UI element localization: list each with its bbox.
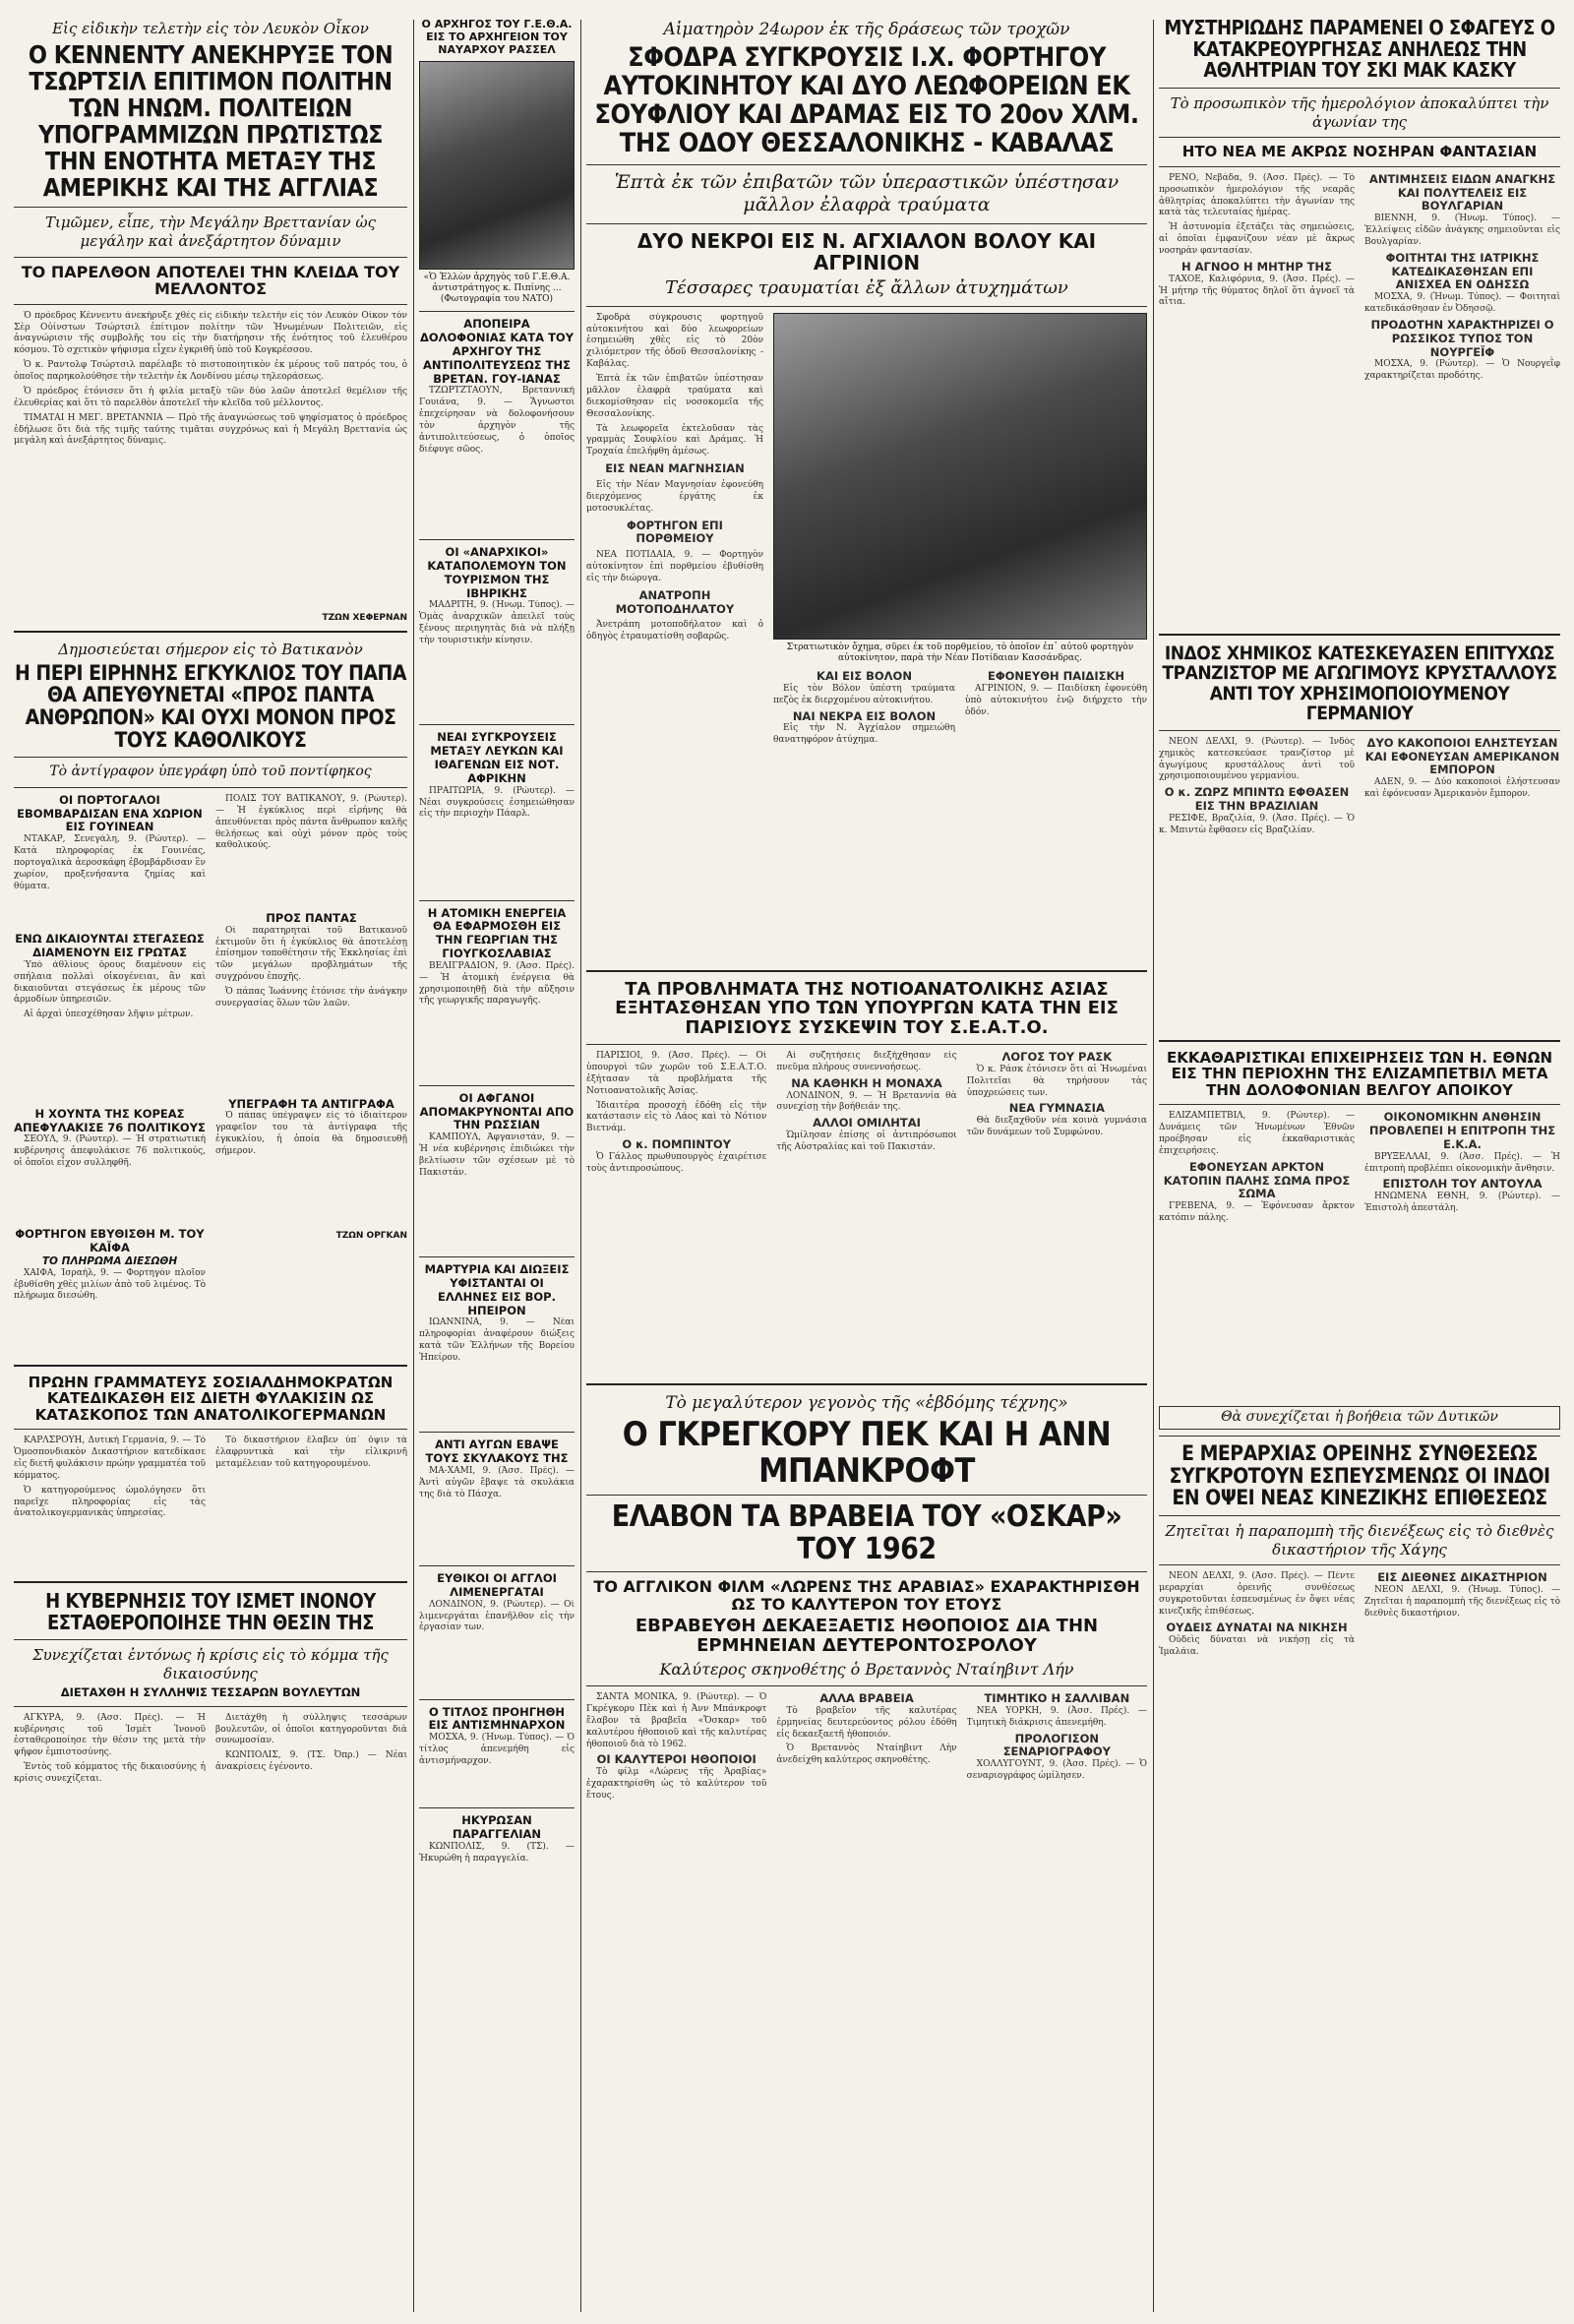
- turkey-subhead: ΔΙΕΤΑΧΘΗ Η ΣΥΛΛΗΨΙΣ ΤΕΣΣΑΡΩΝ ΒΟΥΛΕΥΤΩΝ: [60, 1684, 361, 1699]
- aden-dateline: ΑΔΕΝ, 9.: [1374, 777, 1418, 788]
- sullivan-subhead: ΤΙΜΗΤΙΚΟ Η ΣΑΛΛΙΒΑΝ: [984, 1692, 1130, 1706]
- agrinio-dateline: ΑΓΡΙΝΙΟΝ, 9.: [975, 683, 1040, 694]
- anarchists-headline: ΟΙ «ΑΝΑΡΧΙΚΟΙ» ΚΑΤΑΠΟΛΕΜΟΥΝ ΤΟΝ ΤΟΥΡΙΣΜΟΝ ΤΗΣ ΙΒΗΡΙΚΗΣ: [427, 545, 567, 600]
- korea-headline: Η ΧΟΥΝΤΑ ΤΗΣ ΚΟΡΕΑΣ ΑΠΕΦΥΛΑΚΙΣΕ 76 ΠΟΛΙΤΙΚΟΥΣ: [14, 1106, 206, 1134]
- afghan-body: ΚΑΜΠΟΥΛ, Ἀφγανιστάν, 9. — Ἡ νέα κυβέρνησις ἐπιδιώκει τὴν βελτίωσιν τῶν σχέσεων μὲ τὸ Πακιστάν.: [419, 1132, 575, 1178]
- anarchists-body: ΜΑΔΡΙΤΗ, 9. (Ἡνωμ. Τύπος). — Ὁμὰς ἀναρχικῶν ἀπειλεῖ τοὺς ξένους περιηγητὰς διὰ νὰ πλήξῃ τὴν τουριστικὴν κίνησιν.: [419, 600, 575, 646]
- column-second: [419, 18, 575, 2310]
- mother-subhead: Η ΑΓΝΟΟ Η ΜΗΤΗΡ ΤΗΣ: [1181, 259, 1332, 274]
- marm-dateline: ΜΑ-ΧΑΜΙ, 9. (Ἀσσ. Πρές).: [429, 1466, 559, 1477]
- volos-body: ΚΑΙ ΕΙΣ ΒΟΛΟΝ Εἰς τὸν Βόλον ὑπέστη τραύματα πεζὸς ἐκ διερχομένου αὐτοκινήτου. ΝΑΙ ΝΕΚΡΑ ΕΙΣ ΒΟΛΟΝ Εἰς τὴν Ν. Ἀγχίαλον σημειώθη θανατηφόρον ἀτύχημα.: [773, 670, 955, 746]
- dog-headline: ΑΝΤΙ ΑΥΓΩΝ ΕΒΑΨΕ ΤΟΥΣ ΣΚΥΛΑΚΟΥΣ ΤΗΣ: [425, 1437, 569, 1466]
- santa-monica-dateline: ΣΑΝΤΑ ΜΟΝΙΚΑ, 9. (Ρώυτερ).: [596, 1692, 740, 1703]
- india-deck: Ζητεῖται ἡ παραπομπὴ τῆς διενέξεως εἰς τὸ διεθνὲς δικαστήριον τῆς Χάγης: [1165, 1521, 1554, 1559]
- antimeasures-headline: ΑΝΤΙΜΗΣΕΙΣ ΕΙΔΩΝ ΑΝΑΓΚΗΣ ΚΑΙ ΠΟΛΥΤΕΛΕΙΣ ΕΙΣ ΒΟΥΛΓΑΡΙΑΝ: [1368, 172, 1556, 214]
- other-speakers-subhead: ΑΛΛΟΙ ΟΜΙΛΗΤΑΙ: [813, 1116, 921, 1131]
- korea-dateline: ΣΕΟΥΛ, 9. (Ρώυτερ).: [24, 1134, 119, 1145]
- madrid-dateline: ΜΑΔΡΙΤΗ, 9. (Ἡνωμ. Τύπος).: [429, 600, 563, 611]
- daily-subhead: ΝΑ ΚΑΘΗΚΗ Η ΜΟΝΑΧΑ: [791, 1075, 942, 1090]
- tahoe-dateline: ΤΑΧΟΕ, Καλιφόρνια, 9. (Ἀσσ. Πρές).: [1169, 274, 1342, 284]
- martyrdom-headline: ΜΑΡΤΥΡΙΑ ΚΑΙ ΔΙΩΞΕΙΣ ΥΦΙΣΤΑΝΤΑΙ ΟΙ ΕΛΛΗΝΕΣ ΕΙΣ ΒΟΡ. ΗΠΕΙΡΟΝ: [424, 1262, 570, 1317]
- medical-headline: ΦΟΙΤΗΤΑΙ ΤΗΣ ΙΑΤΡΙΚΗΣ ΚΑΤΕΔΙΚΑΣΘΗΣΑΝ ΕΠΙ ΑΝΙΣΧΕΑ ΕΝ ΟΔΗΣΣΩ: [1385, 250, 1540, 292]
- kabul-dateline: ΚΑΜΠΟΥΛ, Ἀφγανιστάν, 9.: [429, 1132, 560, 1143]
- oscar-headline-1: Ο ΓΚΡΕΓΚΟΡΥ ΠΕΚ ΚΑΙ Η ΑΝΝ ΜΠΑΝΚΡΟΦΤ: [622, 1415, 1112, 1491]
- attempt-body: ΤΖΩΡΤΖΤΑΟΥΝ, Βρεταννική Γουιάνα, 9. — Ἄγνωστοι ἐπεχείρησαν νὰ δολοφονήσουν τὸν ἀρχηγὸν τῆς ἀντιπολιτεύσεως, ὁ ὁποῖος διέφυγε σῶος.: [419, 386, 575, 455]
- social-democrat-body: ΚΑΡΛΣΡΟΥΗ, Δυτική Γερμανία, 9. — Τὸ Ὁμοσπονδιακὸν Δικαστήριον κατεδίκασε εἰς διετῆ φυλάκισιν πρώην γραμματέα τοῦ κόμματος. Ὁ κατηγορούμενος ὡμολόγησεν ὅτι παρεῖχε πληροφορίας εἰς τὰς ἀνατολικογερμανικὰς ὑπηρεσίας.: [14, 1436, 206, 1519]
- seato-body-3: ΛΟΓΟΣ ΤΟΥ ΡΑΣΚ Ὁ κ. Ράσκ ἐτόνισεν ὅτι αἱ Ἡνωμέναι Πολιτεῖαι θὰ τηρήσουν τὰς ὑποχρεώσεις των. ΝΕΑ ΓΥΜΝΑΣΙΑ Θὰ διεξαχθοῦν νέα κοινὰ γυμνάσια τῶν δυνάμεων τοῦ Συμφώνου.: [966, 1051, 1147, 1138]
- orgkan-byline: ΤΖΩΝ ΟΡΓΚΑΝ: [335, 1231, 407, 1242]
- anchialos-subhead: ΝΑΙ ΝΕΚΡΑ ΕΙΣ ΒΟΛΟΝ: [792, 708, 937, 723]
- murder-body: ΡΕΝΟ, Νεβάδα, 9. (Ἀσσ. Πρές). — Τὸ προσωπικὸν ἡμερολόγιον τῆς νεαρᾶς ἀθλητρίας ἀποκαλύπτει τὴν ἀγωνίαν της κατὰ τὰς τελευταίας ἡμέρας. Ἡ ἀστυνομία ἐξετάζει τὰς σημειώσεις, αἱ ὁποῖαι ἐμφανίζουν νέαν μὲ ἄκρως νοσηρὰν φαντασίαν. Η ΑΓΝΟΟ Η ΜΗΤΗΡ ΤΗΣ ΤΑΧΟΕ, Καλιφόρνια, 9. (Ἀσσ. Πρές). — Ἡ μήτηρ τῆς θύματος δηλοῖ ὅτι ἀγνοεῖ τὰ αἴτια.: [1159, 172, 1355, 308]
- india-body-cont: ΕΙΣ ΔΙΕΘΝΕΣ ΔΙΚΑΣΤΗΡΙΟΝ ΝΕΟΝ ΔΕΛΧΙ, 9. (Ἡνωμ. Τύπος). — Ζητεῖται ἡ παραπομπὴ τῆς διενέξεως εἰς τὸ διεθνὲς δικαστήριον.: [1364, 1571, 1560, 1619]
- congo-columns: [1159, 1111, 1560, 1406]
- navy-headline: ΕΥΘΙΚΟΙ ΟΙ ΑΓΓΛΟΙ ΛΙΜΕΝΕΡΓΑΤΑΙ: [437, 1571, 557, 1599]
- paris-dateline: ΠΑΡΙΣΙΟΙ, 9. (Ἀσσ. Πρές).: [596, 1051, 731, 1062]
- other-awards-subhead: ΑΛΛΑ ΒΡΑΒΕΙΑ: [819, 1692, 914, 1706]
- column-left: [14, 18, 407, 2310]
- kinop2-dateline: ΚΩΝΠΟΛΙΣ, 9. (ΤΣ).: [429, 1841, 549, 1852]
- seato-body-1: ΠΑΡΙΣΙΟΙ, 9. (Ἀσσ. Πρές). — Οἱ ὑπουργοὶ τῶν χωρῶν τοῦ Σ.Ε.Α.Τ.Ο. ἐξήτασαν τὰ προβλήματα τῆς Νοτιοανατολικῆς Ἀσίας. Ἰδιαιτέρα προσοχὴ ἐδόθη εἰς τὴν κατάστασιν εἰς τὸ Λάος καὶ τὸ Νότιον Βιετνάμ. Ο κ. ΠΟΜΠΙΝΤΟΥ Ὁ Γάλλος πρωθυπουργὸς ἐχαιρέτισε τοὺς ἀντιπροσώπους.: [586, 1051, 767, 1174]
- epistole-headline: ΕΠΙΣΤΟΛΗ ΤΟΥ ΑΝΤΟΥΛΑ: [1382, 1177, 1543, 1192]
- moto-subhead: ΑΝΑΤΡΟΠΗ ΜΟΤΟΠΟΔΗΛΑΤΟΥ: [615, 587, 735, 616]
- accident-deck: Ἑπτὰ ἐκ τῶν ἐπιβατῶν τῶν ὑπεραστικῶν ὑπέστησαν μᾶλλον ἐλαφρὰ τραύματα: [614, 170, 1120, 216]
- seato-columns: [586, 1051, 1147, 1376]
- korea-body: ΣΕΟΥΛ, 9. (Ρώυτερ). — Ἡ στρατιωτικὴ κυβέρνησις ἀπεφυλάκισε 76 πολιτικούς, οἱ ὁποῖοι εἶχον συλληφθῆ.: [14, 1134, 206, 1169]
- column-center: [586, 18, 1147, 2310]
- elisabeth-dateline: ΕΛΙΖΑΜΠΕΤΒΙΛ, 9. (Ρώυτερ).: [1169, 1111, 1330, 1122]
- eec-body: ΟΙΚΟΝΟΜΙΚΗΝ ΑΝΘΗΣΙΝ ΠΡΟΒΛΕΠΕΙ Η ΕΠΙΤΡΟΠΗ ΤΗΣ Ε.Κ.Α. ΒΡΥΞΕΛΛΑΙ, 9. (Ἀσσ. Πρές). — Ἡ ἐπιτροπὴ προβλέπει οἰκονομικὴν ἄνθησιν. ΕΠΙΣΤΟΛΗ ΤΟΥ ΑΝΤΟΥΛΑ ΗΝΩΜΕΝΑ ΕΘΝΗ, 9. (Ρώυτερ). — Ἐπιστολὴ ἀπεστάλη.: [1364, 1111, 1560, 1214]
- hollywood-subhead: ΠΡΟΛΟΓΙΣΟΝ ΣΕΝΑΡΙΟΓΡΑΦΟΥ: [1002, 1731, 1111, 1759]
- ferry-subhead: ΦΟΡΤΗΓΟΝ ΕΠΙ ΠΟΡΘΜΕΙΟΥ: [627, 518, 723, 546]
- vatican-dateline: ΠΟΛΙΣ ΤΟΥ ΒΑΤΙΚΑΝΟΥ, 9. (Ρώυτερ).: [225, 793, 407, 804]
- dog-body: ΜΑ-ΧΑΜΙ, 9. (Ἀσσ. Πρές). — Ἀντὶ αὐγῶν ἔβαψε τὰ σκυλάκια της διὰ τὸ Πάσχα.: [419, 1466, 575, 1499]
- potidaia-dateline: ΝΕΑ ΠΟΤΙΔΑΙΑ, 9.: [596, 550, 694, 561]
- oscar-body-2: ΑΛΛΑ ΒΡΑΒΕΙΑ Τὸ βραβεῖον τῆς καλυτέρας ἐρμηνείας δευτερεύοντος ρόλου ἐδόθη εἰς δεκαεξαετῆ ἠθοποιόν. Ὁ Βρεταννὸς Νταίηβιντ Λὴν ἀνεδείχθη καλύτερος σκηνοθέτης.: [776, 1692, 957, 1766]
- recife-dateline: ΡΕΣΙΦΕ, Βραζιλία, 9. (Ἀσσ. Πρές).: [1169, 813, 1330, 824]
- grevena-dateline: ΓΡΕΒΕΝΑ, 9.: [1169, 1201, 1236, 1212]
- oscar-body-3: ΤΙΜΗΤΙΚΟ Η ΣΑΛΛΙΒΑΝ ΝΕΑ ΥΟΡΚΗ, 9. (Ἀσσ. Πρές). — Τιμητικὴ διάκρισις ἀπενεμήθη. ΠΡΟΛΟΓΙΣΟΝ ΣΕΝΑΡΙΟΓΡΑΦΟΥ ΧΟΛΛΥΓΟΥΝΤ, 9. (Ἀσσ. Πρές). — Ὁ σεναριογράφος ὡμίλησεν.: [966, 1692, 1147, 1782]
- column-right: [1159, 18, 1560, 2310]
- portugal-headline: ΟΙ ΠΟΡΤΟΓΑΛΟΙ ΕΒΟΜΒΑΡΔΙΣΑΝ ΕΝΑ ΧΩΡΙΟΝ ΕΙΣ ΓΟΥΙΝΕΑΝ: [17, 792, 203, 834]
- volos-subhead: ΚΑΙ ΕΙΣ ΒΟΛΟΝ: [817, 670, 912, 684]
- vatican-headline: Η ΠΕΡΙ ΕΙΡΗΝΗΣ ΕΓΚΥΚΛΙΟΣ ΤΟΥ ΠΑΠΑ ΘΑ ΑΠΕΥΘΥΝΕΤΑΙ «ΠΡΟΣ ΠΑΝΤΑ ΑΝΘΡΩΠΟΝ» ΚΑΙ ΟΥΧΙ ΜΟΝΟΝ ΠΡΟΣ ΤΟΥΣ ΚΑΘΟΛΙΚΟΥΣ: [15, 660, 406, 752]
- paragelian-headline: ΗΚΥΡΩΣΑΝ ΠΑΡΑΓΓΕΛΙΑΝ: [452, 1813, 542, 1842]
- congo-body: ΕΛΙΖΑΜΠΕΤΒΙΛ, 9. (Ρώυτερ). — Δυνάμεις τῶν Ἡνωμένων Ἐθνῶν προέβησαν εἰς ἐκκαθαριστικὰς ἐπιχειρήσεις. ΕΦΟΝΕΥΣΑΝ ΑΡΚΤΟΝ ΚΑΤΟΠΙΝ ΠΑΛΗΣ ΣΩΜΑ ΠΡΟΣ ΣΩΜΑ ΓΡΕΒΕΝΑ, 9. — Ἐφόνευσαν ἄρκτον κατόπιν πάλης.: [1159, 1111, 1355, 1224]
- turkey-deck: Συνεχίζεται ἐντόνως ἡ κρίσις εἰς τὸ κόμμα τῆς δικαιοσύνης: [32, 1646, 389, 1683]
- vatican-deck: Τὸ ἀντίγραφον ὑπεγράφη ὑπὸ τοῦ ποντίφηκος: [49, 764, 372, 780]
- paragelian-body: ΚΩΝΠΟΛΙΣ, 9. (ΤΣ). — Ἠκυρώθη ἡ παραγγελία.: [419, 1841, 575, 1864]
- thieves-headline: ΔΥΟ ΚΑΚΟΠΟΙΟΙ ΕΛΗΣΤΕΥΣΑΝ ΚΑΙ ΕΦΟΝΕΥΣΑΝ ΑΜΕΡΙΚΑΝΟΝ ΕΜΠΟΡΟΝ: [1364, 736, 1560, 777]
- newdelhi-dateline: ΝΕΟΝ ΔΕΛΧΙ, 9. (Ρώυτερ).: [1169, 736, 1305, 747]
- thieves-body: ΔΥΟ ΚΑΚΟΠΟΙΟΙ ΕΛΗΣΤΕΥΣΑΝ ΚΑΙ ΕΦΟΝΕΥΣΑΝ ΑΜΕΡΙΚΑΝΟΝ ΕΜΠΟΡΟΝ ΑΔΕΝ, 9. — Δύο κακοποιοὶ ἐλήστευσαν καὶ ἐφόνευσαν Ἀμερικανὸν ἔμπορον.: [1364, 736, 1560, 800]
- atomic-headline: Η ΑΤΟΜΙΚΗ ΕΝΕΡΓΕΙΑ ΘΑ ΕΦΑΡΜΟΣΘΗ ΕΙΣ ΤΗΝ ΓΕΩΡΓΙΑΝ ΤΗΣ ΓΙΟΥΓΚΟΣΛΑΒΙΑΣ: [427, 905, 567, 961]
- magnesia-subhead: ΕΙΣ ΝΕΑΝ ΜΑΓΝΗΣΙΑΝ: [605, 461, 745, 476]
- turkey-headline: Η ΚΥΒΕΡΝΗΣΙΣ ΤΟΥ ΙΣΜΕΤ ΙΝΟΝΟΥ ΕΣΤΑΘΕΡΟΠΟΙΗΣΕ ΤΗΝ ΘΕΣΙΝ ΤΗΣ: [45, 1589, 376, 1634]
- newdelhi2-dateline: ΝΕΟΝ ΔΕΛΧΙ, 9. (Ἀσσ. Πρές).: [1169, 1571, 1310, 1582]
- churchill-headline: Ο ΚΕΝΝΕΝΤΥ ΑΝΕΚΗΡΥΞΕ ΤΟΝ ΤΣΩΡΤΣΙΛ ΕΠΙΤΙΜΟΝ ΠΟΛΙΤΗΝ ΤΩΝ ΗΝΩΜ. ΠΟΛΙΤΕΙΩΝ ΥΠΟΓΡΑΜΜΙΖΩΝ ΠΡΩΤΙΣΤΩΣ ΤΗΝ ΕΝΟΤΗΤΑ ΜΕΤΑΞΥ ΤΗΣ ΑΜΕΡΙΚΗΣ ΚΑΙ ΤΗΣ ΑΓΓΛΙΑΣ: [28, 40, 394, 202]
- accident-headline: ΣΦΟΔΡΑ ΣΥΓΚΡΟΥΣΙΣ Ι.Χ. ΦΟΡΤΗΓΟΥ ΑΥΤΟΚΙΝΗΤΟΥ ΚΑΙ ΔΥΟ ΛΕΩΦΟΡΕΙΩΝ ΕΚ ΣΟΥΦΛΙΟΥ ΚΑΙ ΔΡΑΜΑΣ ΕΙΣ ΤΟ 20ον ΧΛΜ. ΤΗΣ ΟΔΟΥ ΘΕΣΣΑΛΟΝΙΚΗΣ - ΚΑΒΑΛΑΣ: [594, 42, 1139, 159]
- churchill-subhead: ΤΟ ΠΑΡΕΛΘΟΝ ΑΠΟΤΕΛΕΙ ΤΗΝ ΚΛΕΙΔΑ ΤΟΥ ΜΕΛΛΟΝΤΟΣ: [21, 262, 400, 299]
- united-dateline: ΗΝΩΜΕΝΑ ΕΘΝΗ, 9. (Ρώυτερ).: [1374, 1192, 1542, 1202]
- attempt-headline: ΑΠΟΠΕΙΡΑ ΔΟΛΟΦΟΝΙΑΣ ΚΑΤΑ ΤΟΥ ΑΡΧΗΓΟΥ ΤΗΣ ΑΝΤΙΠΟΛΙΤΕΥΣΕΩΣ ΤΗΣ ΒΡΕΤΑΝ. ΓΟΥ-ΙΑΝΑΣ: [419, 317, 575, 386]
- accident-sub2: Τέσσαρες τραυματίαι ἐξ ἄλλων ἀτυχημάτων: [665, 277, 1068, 299]
- social-democrat-headline: ΠΡΩΗΝ ΓΡΑΜΜΑΤΕΥΣ ΣΟΣΙΑΛΔΗΜΟΚΡΑΤΩΝ ΚΑΤΕΔΙΚΑΣΘΗ ΕΙΣ ΔΙΕΤΗ ΦΥΛΑΚΙΣΙΝ ΩΣ ΚΑΤΑΣΚΟΠΟΣ ΤΩΝ ΑΝΑΤΟΛΙΚΟΓΕΡΜΑΝΩΝ: [28, 1373, 394, 1424]
- turkey-columns: [14, 1713, 407, 1861]
- clashes-headline: ΝΕΑΙ ΣΥΓΚΡΟΥΣΕΙΣ ΜΕΤΑΞΥ ΛΕΥΚΩΝ ΚΑΙ ΙΘΑΓΕΝΩΝ ΕΙΣ ΝΟΤ. ΑΦΡΙΚΗΝ: [430, 730, 564, 785]
- camp-body: Ὑπὸ ἀθλίους ὅρους διαμένουν εἰς σπήλαια πολλαὶ οἰκογένειαι, ἂν καὶ δικαιοῦνται στεγάσεως ἐκ μέρους τῶν ἁρμοδίων ὑπηρεσιῶν. Αἱ ἀρχαὶ ὑπεσχέθησαν λῆψιν μέτρων.: [14, 959, 206, 1020]
- turkey-body: ΑΓΚΥΡΑ, 9. (Ἀσσ. Πρές). — Ἡ κυβέρνησις τοῦ Ἰσμὲτ Ἰνονοῦ ἐσταθεροποίησε τὴν θέσιν της μετὰ τὴν ψῆφον ἐμπιστοσύνης. Ἐντὸς τοῦ κόμματος τῆς δικαιοσύνης ἡ κρίσις συνεχίζεται.: [14, 1712, 206, 1784]
- portugal-body: ΝΤΑΚΑΡ, Σενεγάλη, 9. (Ρώυτερ). — Κατὰ πληροφορίας ἐκ Γουινέας, πορτογαλικὰ ἀεροσκάφη ἐβομβάρδισαν ἓν χωρίον, προξενήσαντα ζημίας καὶ θύματα.: [14, 834, 206, 891]
- accident-sub-columns: [773, 670, 1147, 926]
- london-dateline: ΛΟΝΔΙΝΟΝ, 9. (Ρώυτερ).: [429, 1599, 547, 1610]
- karlsruhe-dateline: ΚΑΡΛΣΡΟΥΗ, Δυτική Γερμανία, 9.: [24, 1436, 180, 1446]
- toward-all-body: Οἱ παρατηρηταὶ τοῦ Βατικανοῦ ἐκτιμοῦν ὅτι ἡ ἐγκύκλιος θὰ ἀποτελέσῃ ἐπίσημον τοποθέτησιν τῆς Ἐκκλησίας ἐπὶ τῶν μεγάλων προβλημάτων τῆς συγχρόνου ἐποχῆς. Ὁ πάπας Ἰωάννης ἐτόνισε τὴν ἀνάγκην συνεργασίας ὅλων τῶν λαῶν.: [215, 925, 407, 1009]
- vienna-dateline: ΒΙΕΝΝΗ, 9. (Ἡνωμ. Τύπος).: [1374, 214, 1537, 224]
- treason-headline: ΠΡΟΔΟΤΗΝ ΧΑΡΑΚΤΗΡΙΖΕΙ Ο ΡΩΣΣΙΚΟΣ ΤΥΠΟΣ ΤΟΝ ΝΟΥΡΓΕΪΦ: [1370, 317, 1554, 359]
- oscar-kicker: Τὸ μεγαλύτερον γεγονὸς τῆς «ἑβδόμης τέχνης»: [665, 1393, 1068, 1414]
- churchill-deck: Τιμῶμεν, εἶπε, τὴν Μεγάλην Βρεττανίαν ὡς μεγάλην καὶ ἀνεξάρτητον δύναμιν: [44, 214, 376, 250]
- pronoun-headline: Ο ΤΙΤΛΟΣ ΠΡΟΗΓΗΘΗ ΕΙΣ ΑΝΤΙΣΜΗΝΑΡΧΟΝ: [428, 1704, 566, 1733]
- signed-body: Ὁ πάπας ὑπέγραψεν εἰς τὸ ἰδιαίτερον γραφεῖον του τὰ ἀντίγραφα τῆς ἐγκυκλίου, ἡ ὁποία θὰ δημοσιευθῇ σήμερον.: [215, 1111, 407, 1157]
- column-rule: [413, 20, 414, 2312]
- murder-headline: ΜΥΣΤΗΡΙΩΔΗΣ ΠΑΡΑΜΕΝΕΙ Ο ΣΦΑΓΕΥΣ Ο ΚΑΤΑΚΡΕΟΥΡΓΗΣΑΣ ΑΝΗΛΕΩΣ ΤΗΝ ΑΘΛΗΤΡΙΑΝ ΤΟΥ ΣΚΙ ΜΑΚ ΚΑΣΚΥ: [1164, 18, 1555, 83]
- left-two-columns: [14, 794, 407, 1357]
- georgetown-dateline: ΤΖΩΡΤΖΤΑΟΥΝ, Βρεταννική Γουιάνα, 9.: [419, 386, 575, 408]
- admiral-photo-caption: «Ὁ Ἐλλὼν ἀρχηγὸς τοῦ Γ.Ε.Θ.Α. ἀντιστράτηγος κ. Πιπίνης ... (Φωτογραφία του ΝΑΤΟ): [423, 272, 571, 305]
- hollywood-dateline: ΧΟΛΛΥΓΟΥΝΤ, 9. (Ἀσσ. Πρές).: [976, 1759, 1121, 1770]
- eec-headline: ΟΙΚΟΝΟΜΙΚΗΝ ΑΝΘΗΣΙΝ ΠΡΟΒΛΕΠΕΙ Η ΕΠΙΤΡΟΠΗ ΤΗΣ Ε.Κ.Α.: [1368, 1111, 1556, 1151]
- churchill-kicker: Εἰς εἰδικὴν τελετὴν εἰς τὸν Λευκὸν Οἶκον: [52, 20, 369, 37]
- victory-subhead: ΟΥΔΕΙΣ ΔΥΝΑΤΑΙ ΝΑ ΝΙΚΗΣΗ: [1166, 1620, 1348, 1634]
- india-columns: [1159, 1571, 1560, 1837]
- western-aid-banner: Θὰ συνεχίζεται ἡ βοήθεια τῶν Δυτικῶν: [1159, 1406, 1560, 1430]
- child-body: ΕΦΟΝΕΥΘΗ ΠΑΙΔΙΣΚΗ ΑΓΡΙΝΙΟΝ, 9. — Παιδίσκη ἐφονεύθη ὑπὸ αὐτοκινήτου ἐνῷ διήρχετο τὴν ὁδόν.: [965, 670, 1147, 717]
- bidault-headline: Ο κ. ΖΩΡΖ ΜΠΙΝΤΩ ΕΦΘΑΣΕΝ ΕΙΣ ΤΗΝ ΒΡΑΖΙΛΙΑΝ: [1164, 785, 1350, 814]
- bear-headline: ΕΦΟΝΕΥΣΑΝ ΑΡΚΤΟΝ ΚΑΤΟΠΙΝ ΠΑΛΗΣ ΣΩΜΑ ΠΡΟΣ ΣΩΜΑ: [1163, 1159, 1351, 1201]
- oscar-subhead-2: ΕΒΡΑΒΕΥΘΗ ΔΕΚΑΕΞΑΕΤΙΣ ΗΘΟΠΟΙΟΣ ΔΙΑ ΤΗΝ ΕΡΜΗΝΕΙΑΝ ΔΕΥΤΕΡΟΝΤΟΣΡΟΛΟΥ: [635, 1616, 1099, 1657]
- oscar-headline-2: ΕΛΑΒΟΝ ΤΑ ΒΡΑΒΕΙΑ ΤΟΥ «ΟΣΚΑΡ» ΤΟΥ 1962: [611, 1499, 1122, 1566]
- cargo-body: ΧΑΙΦΑ, Ἰσραήλ, 9. — Φορτηγὸν πλοῖον ἐβυθίσθη χθὲς μιλίων ἀπὸ τοῦ λιμένος. Τὸ πλήρωμα διεσώθη.: [14, 1267, 206, 1302]
- best-actors-subhead: ΟΙ ΚΑΛΥΤΕΡΟΙ ΗΘΟΠΟΙΟΙ: [596, 1752, 757, 1767]
- column-rule: [580, 20, 581, 2312]
- churchill-byline: ΤΖΩΝ ΧΕΦΕΡΝΑΝ: [322, 612, 407, 623]
- india-body: ΝΕΟΝ ΔΕΛΧΙ, 9. (Ἀσσ. Πρές). — Πέντε μεραρχίαι ὀρεινῆς συνθέσεως συγκροτοῦνται ἐσπευσμένως ἐν ὄψει νέας κινεζικῆς ἐπιθέσεως. ΟΥΔΕΙΣ ΔΥΝΑΤΑΙ ΝΑ ΝΙΚΗΣΗ Οὐδεὶς δύναται νὰ νικήσῃ εἰς τὰ Ἱμαλάια.: [1159, 1571, 1355, 1657]
- pronoun-body: ΜΟΣΧΑ, 9. (Ἡνωμ. Τύπος). — Ὁ τίτλος ἀπενεμήθη εἰς ἀντισμήναρχον.: [419, 1733, 575, 1766]
- ferry-photo-caption: Στρατιωτικὸν ὄχημα, σῦρει ἐκ τοῦ πορθμείου, τὸ ὁποῖον ἐπ᾽ αὐτοῦ φορτηγὸν αὐτοκίνητον, παρὰ τὴν Νέαν Ποτίδαιαν Κασσάνδρας.: [786, 642, 1134, 663]
- column-rule: [1153, 20, 1154, 2312]
- belgrade-dateline: ΒΕΛΙΓΡΑΔΙΟΝ, 9. (Ἀσσ. Πρές).: [429, 960, 575, 971]
- child-subhead: ΕΦΟΝΕΥΘΗ ΠΑΙΔΙΣΚΗ: [988, 670, 1124, 684]
- ferry-photo: [773, 313, 1147, 640]
- oscar-columns: [586, 1692, 1147, 1988]
- clashes-body: ΠΡΑΙΤΩΡΙΑ, 9. (Ρώυτερ). — Νέαι συγκρούσεις ἐσημειώθησαν εἰς τὴν περιοχὴν Πάαρλ.: [419, 785, 575, 820]
- vatican-city-body: ΠΟΛΙΣ ΤΟΥ ΒΑΤΙΚΑΝΟΥ, 9. (Ρώυτερ). — Ἡ ἐγκύκλιος περὶ εἰρήνης θὰ ἀπευθύνεται πρὸς πάντα ἄνθρωπον καλῆς θελήσεως καὶ οὐχὶ μόνον πρὸς τοὺς καθολικούς.: [215, 793, 407, 851]
- cargo-headline: ΦΟΡΤΗΓΟΝ ΕΒΥΘΙΣΘΗ Μ. ΤΟΥ ΚΑΪΦΑ: [15, 1227, 205, 1255]
- oscar-subhead: ΤΟ ΑΓΓΛΙΚΟΝ ΦΙΛΜ «ΛΩΡΕΝΣ ΤΗΣ ΑΡΑΒΙΑΣ» ΕΧΑΡΑΚΤΗΡΙΣΘΗ ΩΣ ΤΟ ΚΑΛΥΤΕΡΟΝ ΤΟΥ ΕΤΟΥΣ: [593, 1577, 1140, 1614]
- brussels-dateline: ΒΡΥΞΕΛΛΑΙ, 9. (Ἀσσ. Πρές).: [1374, 1151, 1523, 1162]
- reno-dateline: ΡΕΝΟ, Νεβάδα, 9. (Ἀσσ. Πρές).: [1169, 172, 1323, 183]
- accident-body: Σφοδρὰ σύγκρουσις φορτηγοῦ αὐτοκινήτου καὶ δύο λεωφορείων ἐσημειώθη χθὲς εἰς τὸ 20ὸν χιλιόμετρον τῆς ὁδοῦ Θεσσαλονίκης - Καβάλας. Ἑπτὰ ἐκ τῶν ἐπιβατῶν ὑπέστησαν μᾶλλον ἐλαφρὰ τραύματα καὶ διεκομίσθησαν εἰς νοσοκομεῖα τῆς Θεσσαλονίκης. Τὰ λεωφορεῖα ἐκτελοῦσαν τὰς γραμμὰς Σουφλίου καὶ Δράμας. Ἡ Τροχαία ἐπελήφθη ἀμέσως. ΕΙΣ ΝΕΑΝ ΜΑΓΝΗΣΙΑΝ Εἰς τὴν Νέαν Μαγνησίαν ἐφονεύθη διερχόμενος ἐργάτης ἐκ μοτοσυκλέτας. ΦΟΡΤΗΓΟΝ ΕΠΙ ΠΟΡΘΜΕΙΟΥ ΝΕΑ ΠΟΤΙΔΑΙΑ, 9. — Φορτηγὸν αὐτοκίνητον ἐπὶ πορθμείου ἐβυθίσθη εἰς τὴν διώρυγα. ΑΝΑΤΡΟΠΗ ΜΟΤΟΠΟΔΗΛΑΤΟΥ Ἀνετράπη μοτοποδήλατον καὶ ὁ ὁδηγὸς ἐτραυματίσθη σοβαρῶς.: [586, 312, 763, 642]
- seato-body-2: Αἱ συζητήσεις διεξήχθησαν εἰς πνεῦμα πλήρους συνεννοήσεως. ΝΑ ΚΑΘΗΚΗ Η ΜΟΝΑΧΑ ΛΟΝΔΙΝΟΝ, 9. — Ἡ Βρεταννία θὰ συνεχίσῃ τὴν βοήθειάν της. ΑΛΛΟΙ ΟΜΙΛΗΤΑΙ Ὡμίλησαν ἐπίσης οἱ ἀντιπρόσωποι τῆς Αὐστραλίας καὶ τοῦ Πακιστάν.: [776, 1051, 957, 1152]
- chemist-headline: ΙΝΔΟΣ ΧΗΜΙΚΟΣ ΚΑΤΕΣΚΕΥΑΣΕΝ ΕΠΙΤΥΧΩΣ ΤΡΑΝΖΙΣΤΟΡ ΜΕ ΑΓΩΓΙΜΟΥΣ ΚΡΥΣΤΑΛΛΟΥΣ ΑΝΤΙ ΤΟΥ ΧΡΗΣΙΜΟΠΟΙΟΥΜΕΝΟΥ ΓΕΡΜΑΝΙΟΥ: [1162, 642, 1557, 725]
- seato-headline: ΤΑ ΠΡΟΒΛΗΜΑΤΑ ΤΗΣ ΝΟΤΙΟΑΝΑΤΟΛΙΚΗΣ ΑΣΙΑΣ ΕΞΗΤΑΣΘΗΣΑΝ ΥΠΟ ΤΩΝ ΥΠΟΥΡΓΩΝ ΚΑΤΑ ΤΗΝ ΕΙΣ ΠΑΡΙΣΙΟΥΣ ΣΥΣΚΕΨΙΝ ΤΟΥ Σ.Ε.Α.Τ.Ο.: [615, 978, 1119, 1039]
- churchill-article-body: Ὁ πρόεδρος Κέννεντυ ἀνεκήρυξε χθὲς εἰς εἰδικὴν τελετὴν εἰς τὸν Λευκὸν Οἶκον τὸν Σὲρ Οὐίνστων Τσώρτσιλ ἐπίτιμον πολίτην τῶν Ἡνωμένων Πολιτειῶν, εἰς ἀναγνώρισιν τῆς συμβολῆς του εἰς τὴν διατήρησιν τῆς ἐνότητος τοῦ ἐλευθέρου κόσμου. Τὸ σχετικὸν ψήφισμα εἶχεν ἐγκριθῆ ὑπὸ τοῦ Κογκρέσσου. Ὁ κ. Ραντολφ Τσώρτσιλ παρέλαβε τὸ πιστοποιητικὸν ἐκ μέρους τοῦ πατρός του, ὁ ὁποῖος παρηκολούθησε τὴν τελετὴν ἐκ Λονδίνου μέσῳ τηλεοράσεως. Ὁ πρόεδρος ἐτόνισεν ὅτι ἡ φιλία μεταξὺ τῶν δύο λαῶν ἀποτελεῖ θεμέλιον τῆς ἐλευθερίας καὶ ὅτι τὸ παρελθὸν ἀποτελεῖ τὴν κλεῖδα τοῦ μέλλοντος. ΤΙΜΑΤΑΙ Η ΜΕΓ. ΒΡΕΤΑΝΝΙΑ — Πρὸ τῆς ἀναγνώσεως τοῦ ψηφίσματος ὁ πρόεδρος ἐδήλωσε ὅτι διὰ τῆς τιμῆς ταύτης τιμᾶται συγχρόνως καὶ ἡ Μεγάλη Βρεττανία ὡς μεγάλη καὶ ἀνεξάρτητος δύναμις.: [14, 310, 407, 447]
- crew-subhead: ΤΟ ΠΛΗΡΩΜΑ ΔΙΕΣΩΘΗ: [41, 1255, 178, 1268]
- signed-subhead: ΥΠΕΓΡΑΦΗ ΤΑ ΑΝΤΙΓΡΑΦΑ: [228, 1096, 394, 1111]
- right-short-news: ΑΝΤΙΜΗΣΕΙΣ ΕΙΔΩΝ ΑΝΑΓΚΗΣ ΚΑΙ ΠΟΛΥΤΕΛΕΙΣ ΕΙΣ ΒΟΥΛΓΑΡΙΑΝ ΒΙΕΝΝΗ, 9. (Ἡνωμ. Τύπος). — Ἐλλείψεις εἰδῶν ἀνάγκης σημειοῦνται εἰς Βουλγαρίαν. ΦΟΙΤΗΤΑΙ ΤΗΣ ΙΑΤΡΙΚΗΣ ΚΑΤΕΔΙΚΑΣΘΗΣΑΝ ΕΠΙ ΑΝΙΣΧΕΑ ΕΝ ΟΔΗΣΣΩ ΜΟΣΧΑ, 9. (Ἡνωμ. Τύπος). — Φοιτηταὶ κατεδικάσθησαν ἐν Ὀδησσῷ. ΠΡΟΔΟΤΗΝ ΧΑΡΑΚΤΗΡΙΖΕΙ Ο ΡΩΣΣΙΚΟΣ ΤΥΠΟΣ ΤΟΝ ΝΟΥΡΓΕΪΦ ΜΟΣΧΑ, 9. (Ρώυτερ). — Ὁ Νουργεῒφ χαρακτηρίζεται προδότης.: [1364, 172, 1560, 382]
- murder-columns: [1159, 173, 1560, 626]
- portugal-dateline: ΝΤΑΚΑΡ, Σενεγάλη, 9. (Ρώυτερ).: [24, 834, 189, 845]
- murder-deck: Τὸ προσωπικὸν τῆς ἡμερολόγιον ἀποκαλύπτει τὴν ἀγωνίαν της: [1170, 93, 1549, 131]
- admiral-photo: [419, 61, 575, 270]
- kinopolis-dateline: ΚΩΝΠΟΛΙΣ, 9. (ΤΣ. Ὀπρ.): [225, 1750, 359, 1761]
- chemist-body: ΝΕΟΝ ΔΕΛΧΙ, 9. (Ρώυτερ). — Ἰνδὸς χημικὸς κατεσκεύασε τρανζίστορ μὲ ἀγωγίμους κρυστάλλους ἀντὶ τοῦ χρησιμοποιουμένου γερμανίου. Ο κ. ΖΩΡΖ ΜΠΙΝΤΩ ΕΦΘΑΣΕΝ ΕΙΣ ΤΗΝ ΒΡΑΖΙΛΙΑΝ ΡΕΣΙΦΕ, Βραζιλία, 9. (Ἀσσ. Πρές). — Ὁ κ. Μπιντὼ ἔφθασεν εἰς Βραζιλίαν.: [1159, 736, 1355, 835]
- oscar-deck: Καλύτερος σκηνοθέτης ὁ Βρεταννὸς Νταίηβιντ Λήν: [659, 1660, 1074, 1680]
- toward-all-subhead: ΠΡΟΣ ΠΑΝΤΑΣ: [266, 910, 357, 925]
- newdelhi3-dateline: ΝΕΟΝ ΔΕΛΧΙ, 9. (Ἡνωμ. Τύπος).: [1374, 1585, 1544, 1596]
- chemist-columns: [1159, 737, 1560, 1032]
- social-democrat-body-cont: Τὸ δικαστήριον ἔλαβεν ὑπ᾽ ὄψιν τὰ ἐλαφρυντικὰ καὶ τὴν εἰλικρινῆ μεταμέλειαν τοῦ κατηγορουμένου.: [215, 1436, 407, 1469]
- camp-headline: ΕΝΩ ΔΙΚΑΙΟΥΝΤΑΙ ΣΤΕΓΑΣΕΩΣ ΔΙΑΜΕΝΟΥΝ ΕΙΣ ΓΡΩΤΑΣ: [15, 932, 205, 960]
- accident-block: [586, 313, 1147, 962]
- turkey-body-cont: Διετάχθη ἡ σύλληψις τεσσάρων βουλευτῶν, οἱ ὁποῖοι κατηγοροῦνται διὰ συνωμοσίαν. ΚΩΝΠΟΛΙΣ, 9. (ΤΣ. Ὀπρ.) — Νέαι ἀνακρίσεις ἐγένοντο.: [215, 1712, 407, 1773]
- martyrdom-body: ΙΩΑΝΝΙΝΑ, 9. — Νέαι πληροφορίαι ἀναφέρουν διώξεις κατὰ τῶν Ἑλλήνων τῆς Βορείου Ἠπείρου.: [419, 1317, 575, 1364]
- pompidou-subhead: Ο κ. ΠΟΜΠΙΝΤΟΥ: [622, 1137, 731, 1152]
- moscow2-dateline: ΜΟΣΧΑ, 9. (Ρώυτερ).: [1374, 359, 1479, 370]
- accident-sub1: ΔΥΟ ΝΕΚΡΟΙ ΕΙΣ Ν. ΑΓΧΙΑΛΟΝ ΒΟΛΟΥ ΚΑΙ ΑΓΡΙΝΙΟΝ: [636, 229, 1097, 275]
- vatican-kicker: Δημοσιεύεται σήμερον εἰς τὸ Βατικανὸν: [58, 640, 363, 658]
- navy-body: ΛΟΝΔΙΝΟΝ, 9. (Ρώυτερ). — Οἱ λιμενεργάται ἐπανῆλθον εἰς τὴν ἐργασίαν των.: [419, 1599, 575, 1633]
- rusk-subhead: ΛΟΓΟΣ ΤΟΥ ΡΑΣΚ: [1001, 1051, 1113, 1065]
- moscow-dateline-right: ΜΟΣΧΑ, 9. (Ἡνωμ. Τύπος).: [1374, 292, 1502, 303]
- ankara-dateline: ΑΓΚΥΡΑ, 9. (Ἀσσ. Πρές).: [24, 1712, 163, 1723]
- pretoria-dateline: ΠΡΑΙΤΩΡΙΑ, 9. (Ρώυτερ).: [429, 785, 556, 796]
- ioannina-dateline: ΙΩΑΝΝΙΝΑ, 9.: [429, 1317, 509, 1328]
- photo-caption-top: Ο ΑΡΧΗΓΟΣ ΤΟΥ Γ.Ε.Θ.Α. ΕΙΣ ΤΟ ΑΡΧΗΓΕΙΟΝ ΤΟΥ ΝΑΥΑΡΧΟΥ ΡΑΣΣΕΛ: [421, 18, 573, 57]
- newyork-dateline: ΝΕΑ ΥΟΡΚΗ, 9. (Ἀσσ. Πρές).: [976, 1705, 1130, 1716]
- congo-headline: ΕΚΚΑΘΑΡΙΣΤΙΚΑΙ ΕΠΙΧΕΙΡΗΣΕΙΣ ΤΩΝ Η. ΕΘΝΩΝ ΕΙΣ ΤΗΝ ΠΕΡΙΟΧΗΝ ΤΗΣ ΕΛΙΖΑΜΠΕΤΒΙΛ ΜΕΤΑ ΤΗΝ ΔΟΛΟΦΟΝΙΑΝ ΒΕΛΓΟΥ ΑΠΟΙΚΟΥ: [1166, 1048, 1553, 1099]
- oscar-body-1: ΣΑΝΤΑ ΜΟΝΙΚΑ, 9. (Ρώυτερ). — Ὁ Γκρέγκορυ Πὲκ καὶ ἡ Ἀνν Μπάνκροφτ ἔλαβον τὰ βραβεῖα «Ὄσκαρ» τοῦ καλυτέρου ἠθοποιοῦ καὶ τῆς καλυτέρας ἠθοποιοῦ διὰ τὸ 1962. ΟΙ ΚΑΛΥΤΕΡΟΙ ΗΘΟΠΟΙΟΙ Τὸ φίλμ «Λώρενς τῆς Ἀραβίας» ἐχαρακτηρίσθη ὡς τὸ καλύτερον τοῦ ἔτους.: [586, 1692, 767, 1801]
- court-subhead: ΕΙΣ ΔΙΕΘΝΕΣ ΔΙΚΑΣΤΗΡΙΟΝ: [1377, 1571, 1547, 1585]
- afghan-headline: ΟΙ ΑΦΓΑΝΟΙ ΑΠΟΜΑΚΡΥΝΟΝΤΑΙ ΑΠΟ ΤΗΝ ΡΩΣΣΙΑΝ: [419, 1090, 575, 1132]
- india-headline: Ε ΜΕΡΑΡΧΙΑΣ ΟΡΕΙΝΗΣ ΣΥΝΘΕΣΕΩΣ ΣΥΓΚΡΟΤΟΥΝ ΕΣΠΕΥΣΜΕΝΩΣ ΟΙ ΙΝΔΟΙ ΕΝ ΟΨΕΙ ΝΕΑΣ ΚΙΝΕΖΙΚΗΣ ΕΠΙΘΕΣΕΩΣ: [1169, 1440, 1550, 1510]
- murder-subhead: ΗΤΟ ΝΕΑ ΜΕ ΑΚΡΩΣ ΝΟΣΗΡΑΝ ΦΑΝΤΑΣΙΑΝ: [1181, 143, 1538, 161]
- gymnasia-subhead: ΝΕΑ ΓΥΜΝΑΣΙΑ: [1008, 1101, 1105, 1116]
- accident-kicker: Αἱματηρὸν 24ωρον ἐκ τῆς δράσεως τῶν τροχῶν: [663, 20, 1070, 39]
- social-democrat-columns: [14, 1436, 407, 1573]
- atomic-body: ΒΕΛΙΓΡΑΔΙΟΝ, 9. (Ἀσσ. Πρές). — Ἡ ἀτομικὴ ἐνέργεια θὰ χρησιμοποιηθῇ διὰ τὴν αὔξησιν τῆς γεωργικῆς παραγωγῆς.: [419, 960, 575, 1007]
- moscow-dateline: ΜΟΣΧΑ, 9. (Ἡνωμ. Τύπος).: [429, 1733, 552, 1743]
